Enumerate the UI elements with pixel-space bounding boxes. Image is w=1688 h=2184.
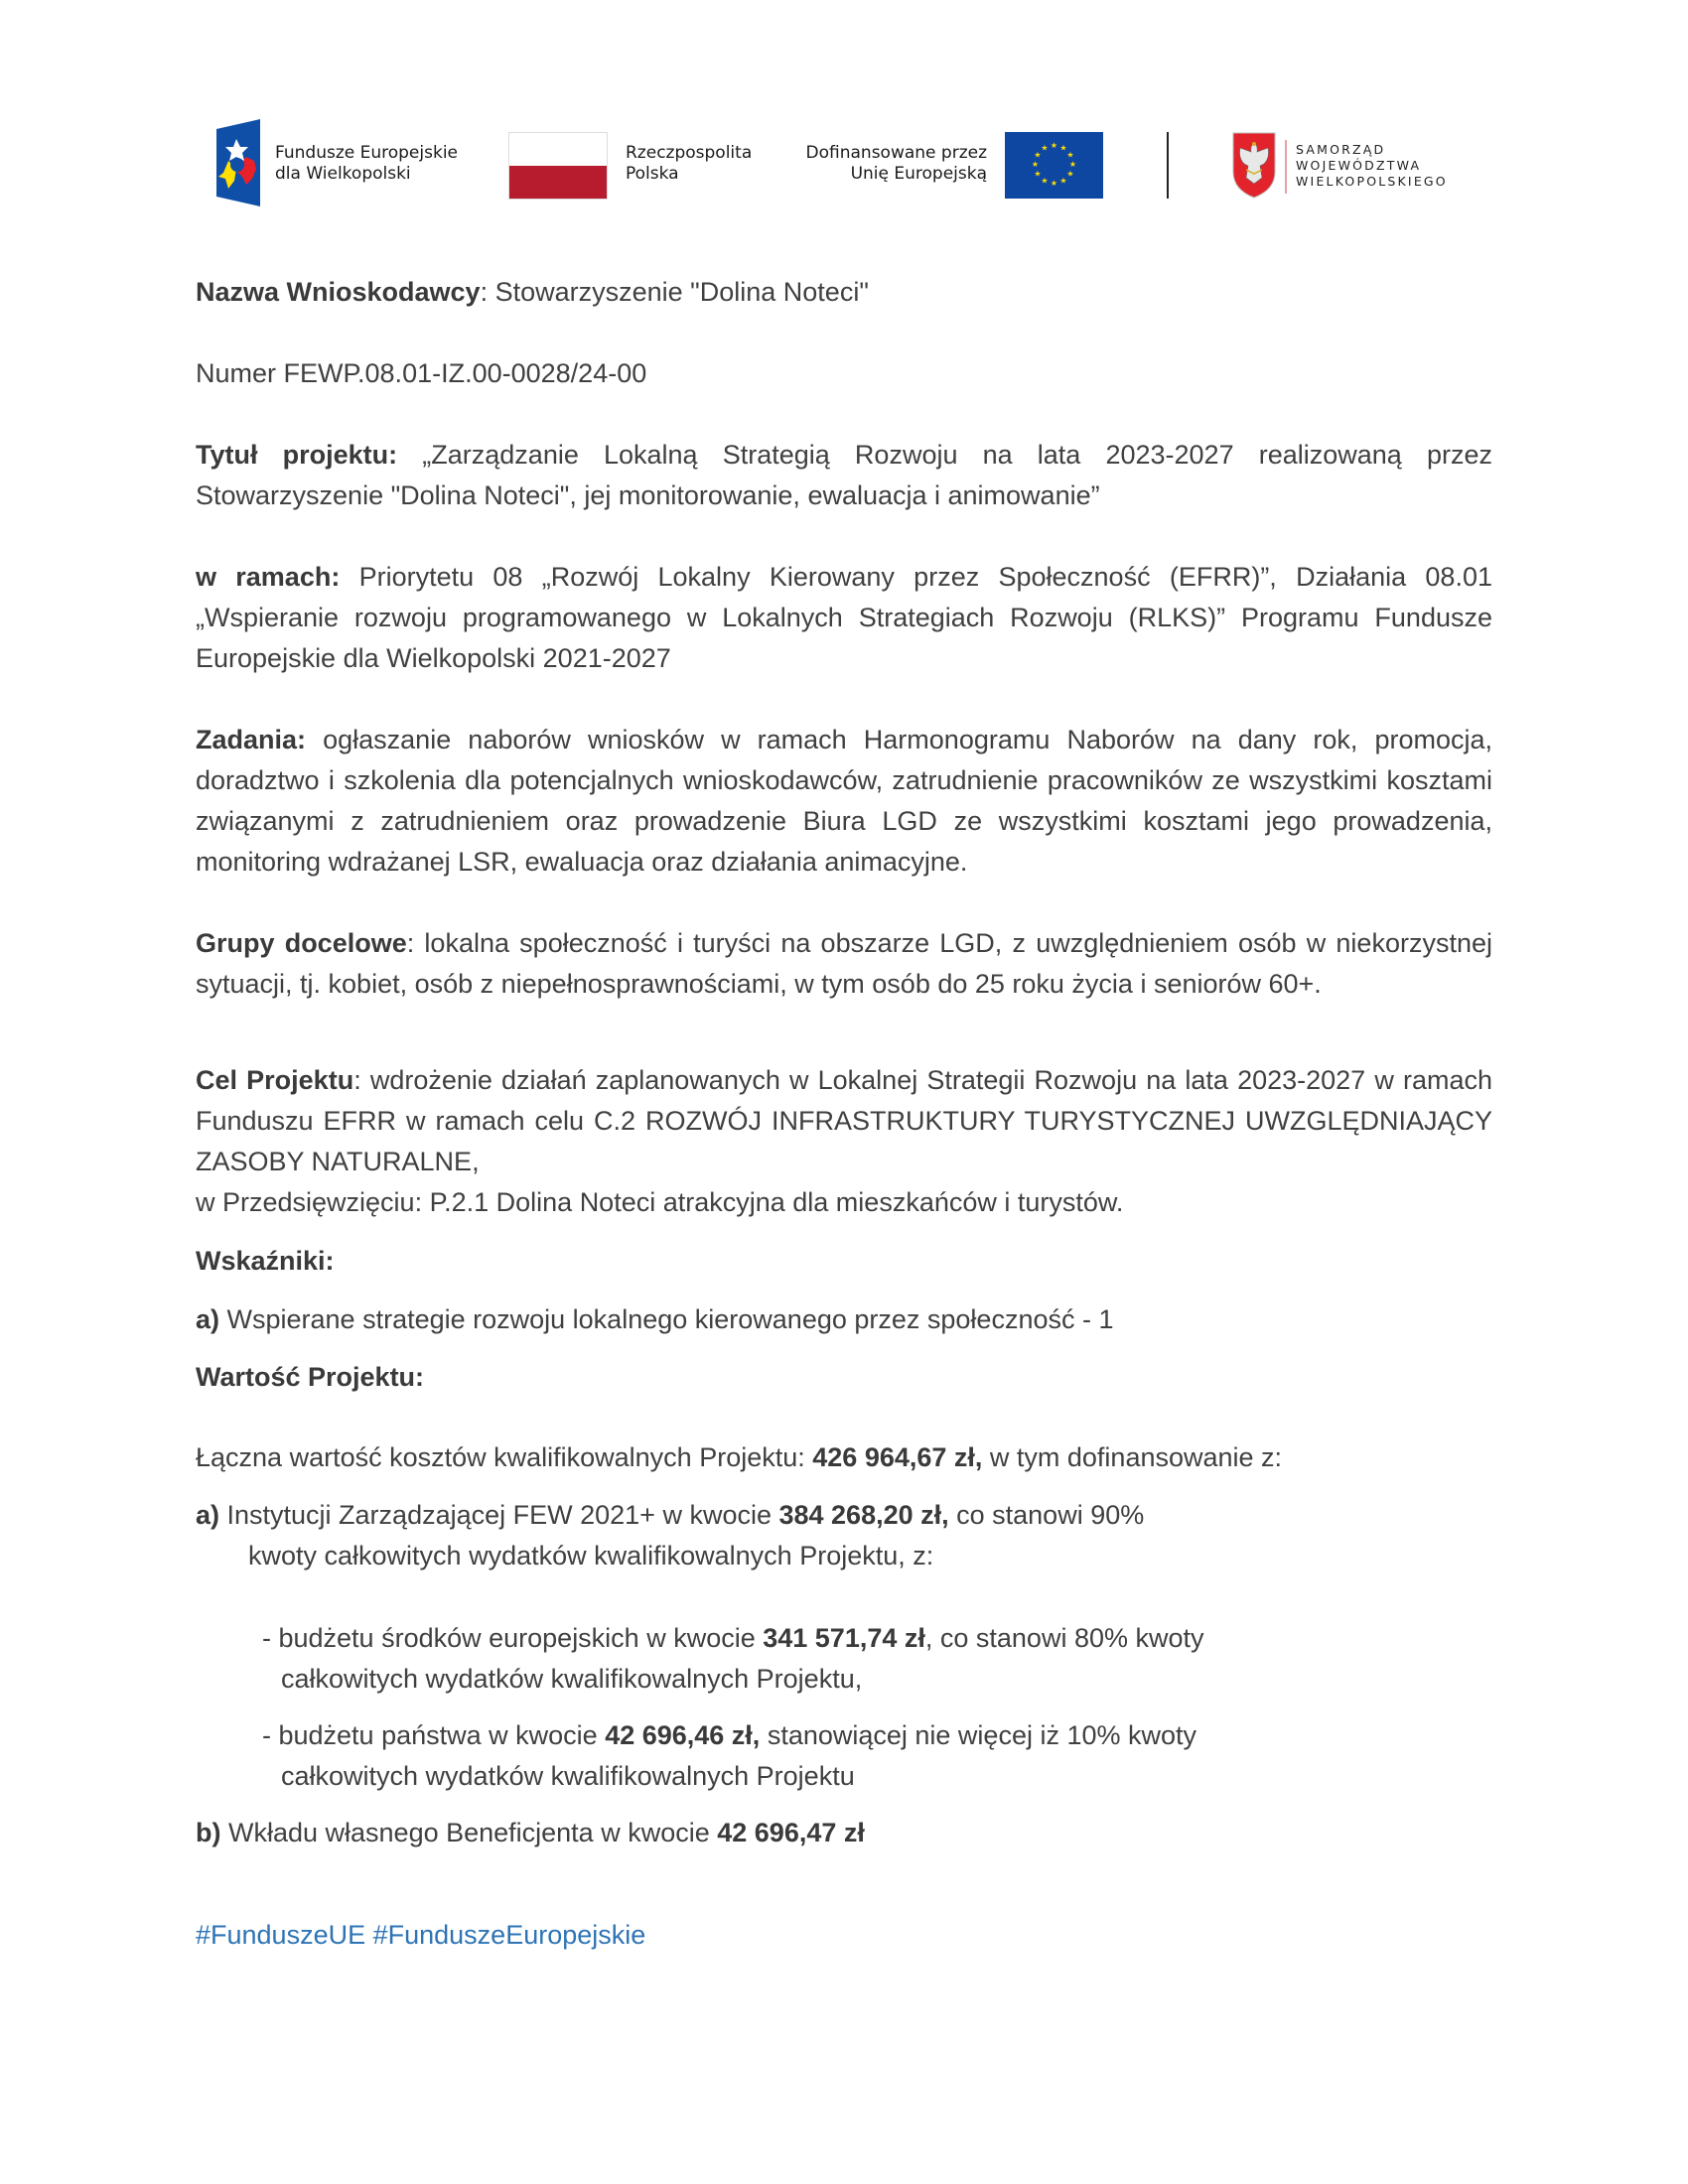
value-heading	[196, 1357, 1492, 1398]
eu-line1: Dofinansowane przez	[805, 143, 987, 163]
funding-b-marker: b)	[196, 1818, 221, 1847]
applicant-line	[196, 272, 1492, 313]
tasks-paragraph	[196, 720, 1492, 883]
applicant-label: Nazwa Wnioskodawcy	[196, 277, 481, 307]
rp-line2: Polska	[626, 164, 679, 184]
funding-b-prefix: Wkładu własnego Beneficjenta w kwocie	[220, 1818, 718, 1847]
svg-text:★: ★	[1034, 150, 1042, 160]
tasks-label: Zadania:	[196, 725, 307, 754]
hashtags: #FunduszeUE #FunduszeEuropejskie	[196, 1920, 646, 1950]
funding-a-sub-item	[262, 1715, 1354, 1797]
indicators-heading-text: Wskaźniki:	[196, 1246, 335, 1276]
funding-a-prefix: Instytucji Zarządzającej FEW 2021+ w kwocie	[219, 1500, 779, 1530]
indicators-heading	[196, 1241, 1492, 1282]
fe-wlkp-line1: Fundusze Europejskie	[275, 143, 458, 163]
goal-value: : wdrożenie działań zaplanowanych w Lokalnej Strategii Rozwoju na lata 2023-2027 w ramach Funduszu EFRR w ramach celu C.2 ROZWÓJ INFRASTRUKTURY TURYSTYCZNEJ UWZGLĘDNIAJĄCY ZASOBY NATURALNE,	[196, 1065, 1492, 1176]
svg-text:★: ★	[1041, 143, 1049, 153]
sub-item-line2: całkowitych wydatków kwalifikowalnych Projektu	[281, 1761, 855, 1791]
svg-text:★: ★	[1034, 169, 1042, 179]
project-number: Numer FEWP.08.01-IZ.00-0028/24-00	[196, 358, 647, 388]
framework-label: w ramach:	[196, 562, 341, 592]
title-value: „Zarządzanie Lokalną Strategią Rozwoju na lata 2023-2027 realizowaną przez Stowarzyszenie "Dolina Noteci", jej monitorowanie, ewaluacja i animowanie”	[196, 440, 1492, 510]
sub-item-line2: całkowitych wydatków kwalifikowalnych Projektu,	[281, 1664, 863, 1694]
rp-line1: Rzeczpospolita	[626, 143, 753, 163]
total-suffix: w tym dofinansowanie z:	[982, 1442, 1283, 1472]
goal-line2: w Przedsięwzięciu: P.2.1 Dolina Noteci atrakcyjna dla mieszkańców i turystów.	[196, 1187, 1124, 1217]
funding-a-line1	[196, 1495, 1492, 1536]
target-groups-value: : lokalna społeczność i turyści na obszarze LGD, z uwzględnieniem osób w niekorzystnej sytuacji, tj. kobiet, osób z niepełnosprawnościami, w tym osób do 25 roku życia i seniorów 60+.	[196, 928, 1492, 999]
svg-text:★: ★	[1066, 150, 1074, 160]
indicator-text: Wspierane strategie rozwoju lokalnego kierowanego przez społeczność - 1	[219, 1304, 1114, 1334]
indicator-marker: a)	[196, 1304, 220, 1334]
project-title	[196, 435, 1492, 516]
sub-item-amount: 42 696,46 zł,	[605, 1720, 761, 1750]
total-amount: 426 964,67 zł,	[812, 1442, 983, 1472]
indicator-item	[196, 1299, 1492, 1340]
svg-text:★: ★	[1068, 160, 1077, 169]
svg-text:★: ★	[1050, 141, 1058, 150]
funding-a-sub-item	[262, 1618, 1354, 1700]
fe-wlkp-line2: dla Wielkopolski	[275, 164, 411, 184]
total-value-line	[196, 1437, 1492, 1478]
svg-text:★: ★	[1031, 160, 1040, 169]
framework-paragraph	[196, 557, 1492, 679]
samorzad-line2: WOJEWÓDZTWA	[1296, 158, 1422, 173]
framework-value: Priorytetu 08 „Rozwój Lokalny Kierowany przez Społeczność (EFRR)”, Działania 08.01 „Wspieranie rozwoju programowanego w Lokalnych Strategiach Rozwoju (RLKS)” Programu Fundusze Europejskie dla Wielkopolski 2021-2027	[196, 562, 1492, 673]
funding-a-suffix: co stanowi 90%	[948, 1500, 1145, 1530]
funding-b-amount: 42 696,47 zł	[717, 1818, 865, 1847]
sub-item-suffix: stanowiącej nie więcej iż 10% kwoty	[760, 1720, 1197, 1750]
eu-line2: Unię Europejską	[850, 164, 987, 184]
svg-text:★: ★	[1066, 169, 1074, 179]
funding-a-marker: a)	[196, 1500, 220, 1530]
target-groups-label: Grupy docelowe	[196, 928, 407, 958]
total-prefix: Łączna wartość kosztów kwalifikowalnych Projektu:	[196, 1442, 813, 1472]
svg-text:★: ★	[1050, 179, 1058, 188]
funding-a-amount: 384 268,20 zł,	[778, 1500, 949, 1530]
applicant-value: : Stowarzyszenie "Dolina Noteci"	[480, 277, 869, 307]
funding-b-line	[196, 1813, 1492, 1853]
samorzad-line1: SAMORZĄD	[1296, 142, 1386, 157]
samorzad-line3: WIELKOPOLSKIEGO	[1296, 174, 1448, 189]
sub-item-suffix: , co stanowi 80% kwoty	[924, 1623, 1204, 1653]
title-label: Tytuł projektu:	[196, 440, 398, 470]
sub-item-prefix: - budżetu państwa w kwocie	[262, 1720, 606, 1750]
svg-text:★: ★	[1059, 143, 1067, 153]
funding-a-line2: kwoty całkowitych wydatków kwalifikowalnych Projektu, z:	[248, 1541, 934, 1570]
value-heading-text: Wartość Projektu:	[196, 1362, 425, 1392]
sub-item-prefix: - budżetu środków europejskich w kwocie	[262, 1623, 764, 1653]
goal-label: Cel Projektu	[196, 1065, 354, 1095]
svg-text:★: ★	[1059, 176, 1067, 186]
sub-item-amount: 341 571,74 zł	[763, 1623, 925, 1653]
target-groups-paragraph	[196, 923, 1492, 1005]
svg-text:★: ★	[1041, 176, 1049, 186]
tasks-value: ogłaszanie naborów wniosków w ramach Harmonogramu Naborów na dany rok, promocja, doradztwo i szkolenia dla potencjalnych wnioskodawców, zatrudnienie pracowników ze wszystkimi kosztami związanymi z zatrudnieniem oraz prowadzenie Biura LGD ze wszystkimi kosztami jego prowadzenia, monitoring wdrażanej LSR, ewaluacja oraz działania animacyjne.	[196, 725, 1492, 877]
goal-paragraph	[196, 1060, 1492, 1182]
